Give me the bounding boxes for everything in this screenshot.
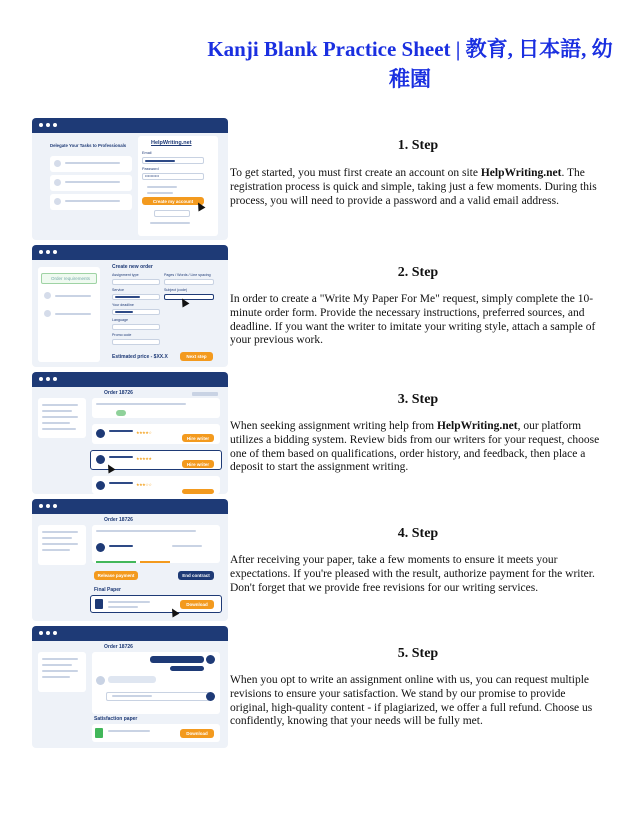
brand-link: HelpWriting.net [480, 167, 562, 179]
create-order-heading: Create new order [112, 264, 153, 270]
estimated-price: Estimated price - $XX.X [112, 354, 168, 360]
end-contract-button[interactable]: End contract [178, 571, 214, 580]
window-bar [32, 372, 228, 387]
brand-logo: HelpWriting.net [151, 140, 192, 146]
revision-illustration [32, 626, 228, 748]
password-mask: •••••••••• [145, 173, 160, 178]
step-3 [230, 391, 606, 475]
satisfaction-paper-label: Satisfaction paper [94, 716, 138, 722]
step-text: When you opt to write an assignment online with us, you can request multiple revisions to ensure your satisfaction. We stand by our promise to provide original, high-quality content - if plagiarized, we offer a full refund. Choose us confidently, knowing that your needs will be fully met. [230, 674, 593, 728]
document-icon [95, 728, 103, 738]
hire-writer-button[interactable]: Hire writer [182, 434, 214, 442]
step-text: When seeking assignment writing help from HelpWriting.net, our platform utilizes a bidding system. Review bids from our writers for your request, choose one of them based on qualifications, order history, and feedback, then place a deposit to start the assignment writing. [230, 420, 600, 474]
download-button[interactable]: Download [180, 600, 214, 609]
window-bar [32, 499, 228, 514]
step-heading: 5. Step [397, 646, 439, 661]
window-bar [32, 118, 228, 133]
pages-label: Pages / Words / Line spacing [164, 273, 211, 277]
google-button[interactable] [154, 210, 190, 217]
step-4 [230, 525, 606, 595]
download-button[interactable]: Download [180, 729, 214, 738]
step-heading: 2. Step [397, 265, 439, 280]
window-bar [32, 626, 228, 641]
step-heading: 1. Step [397, 138, 439, 153]
password-label: Password [142, 167, 159, 171]
promo-label: Promo code [112, 333, 132, 337]
step-heading: 4. Step [397, 526, 439, 541]
subject-label: Subject (code) [164, 288, 188, 292]
order-form-illustration [32, 245, 228, 367]
language-label: Language [112, 318, 128, 322]
sidebar-item-order-requirements[interactable]: Order requirements [51, 276, 91, 281]
deadline-label: Your deadline [112, 303, 134, 307]
step-heading: 3. Step [397, 392, 439, 407]
signup-illustration [32, 118, 228, 240]
step-2 [230, 264, 606, 348]
assignment-type-label: Assignment type [112, 273, 139, 277]
bidding-illustration [32, 372, 228, 494]
subject-field[interactable] [164, 294, 214, 300]
service-label: Service [112, 288, 124, 292]
create-account-button[interactable]: Create my account [142, 197, 204, 205]
order-number: Order 18726 [104, 390, 133, 396]
step-5 [230, 645, 606, 729]
final-paper-label: Final Paper [94, 587, 121, 593]
payment-illustration [32, 499, 228, 621]
hire-writer-button[interactable]: Hire writer [182, 460, 214, 468]
next-step-button[interactable]: Next step [180, 352, 213, 361]
step-1 [230, 137, 606, 208]
document-icon [95, 599, 103, 609]
email-label: Email [142, 151, 152, 155]
step-text: In order to create a "Write My Paper For Me" request, simply complete the 10-minute order form. Provide the necessary instructions, preferred sources, and deadline. If you want the writer to imitate your writing style, attach a sample of your previous work. [230, 293, 596, 347]
page-title: Kanji Blank Practice Sheet | 教育, 日本語, 幼稚園 [207, 37, 613, 91]
rating-stars: ★★★☆☆ [136, 482, 152, 487]
order-number: Order 18726 [104, 517, 133, 523]
order-number: Order 18726 [104, 644, 133, 650]
release-payment-button[interactable]: Release payment [94, 571, 138, 580]
delegate-heading: Delegate Your Tasks to Professionals [50, 143, 127, 148]
window-bar [32, 245, 228, 260]
step-text: After receiving your paper, take a few moments to ensure it meets your expectations. If you're pleased with the result, authorize payment for the writer. Don't forget that we provide free revisions for our writing services. [230, 554, 595, 594]
rating-stars: ★★★★☆ [136, 430, 152, 435]
brand-link: HelpWriting.net [436, 420, 518, 432]
rating-stars: ★★★★★ [136, 456, 152, 461]
step-text: To get started, you must first create an account on site HelpWriting.net. The registration process is quick and simple, taking just a few moments. During this process, you will need to provide a password and a valid email address. [230, 167, 597, 207]
